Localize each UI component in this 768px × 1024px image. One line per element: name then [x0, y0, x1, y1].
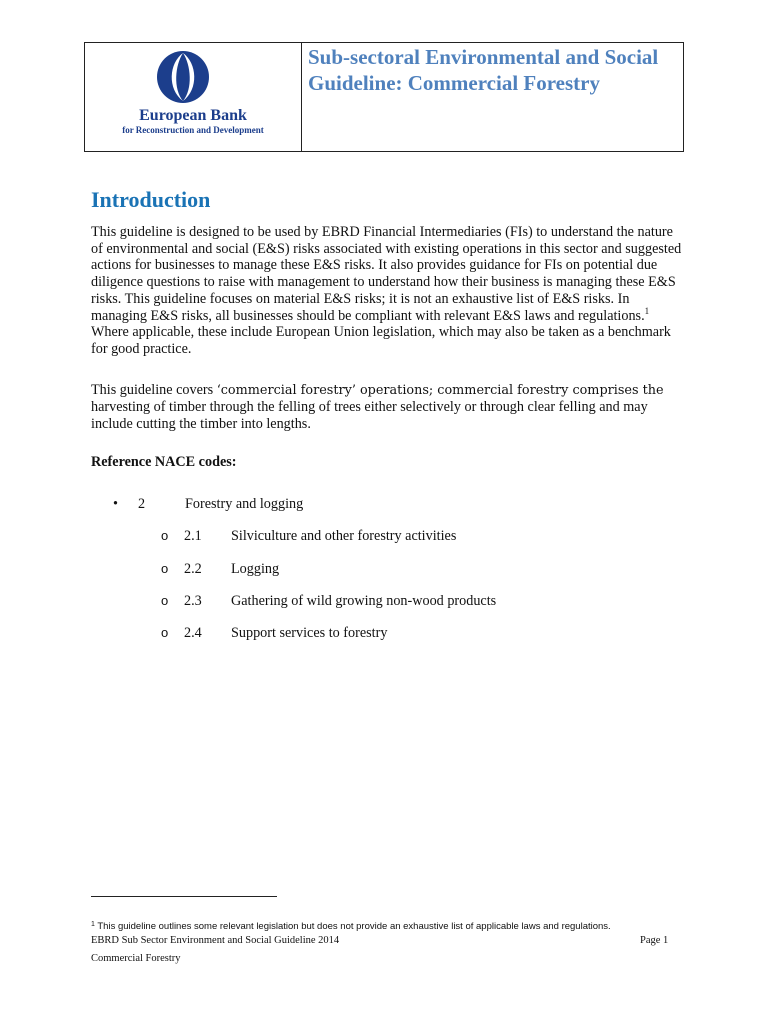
footnote-text: This guideline outlines some relevant legislation but does not provide an exhaustive list of applicable laws and regulations. — [94, 921, 611, 932]
logo-subtitle: for Reconstruction and Development — [122, 125, 264, 135]
document-title: Sub-sectoral Environmental and Social Guideline: Commercial Forestry — [308, 45, 659, 95]
introduction-heading: Introduction — [91, 187, 211, 212]
introduction-paragraph — [91, 224, 683, 358]
scope-rest: harvesting of timber through the felling of trees either selectively or through clear felling and may include cutting the timber into lengths. — [91, 399, 648, 433]
scope-lead: This guideline covers — [91, 381, 217, 398]
introduction-text-tail: Where applicable, these include European Union legislation, which may also be taken as a benchmark for good practice. — [91, 324, 671, 357]
bullet-icon: • — [113, 496, 118, 512]
ebrd-logo-icon — [153, 49, 213, 105]
title-cell — [302, 43, 683, 151]
circle-bullet-icon: o — [161, 528, 169, 543]
main-content — [91, 186, 683, 641]
circle-bullet-icon: o — [161, 561, 169, 576]
logo-name: European Bank — [139, 107, 247, 124]
nace-sub-item — [161, 625, 661, 643]
circle-bullet-icon: o — [161, 625, 169, 640]
nace-heading: Reference NACE codes: — [91, 453, 237, 470]
nace-main-label: Forestry and logging — [185, 496, 304, 512]
scope-highlight: ‘commercial forestry’ operations; commercial forestry comprises the — [216, 382, 664, 398]
nace-sub-label: Support services to forestry — [231, 625, 388, 641]
footer-subtitle: Commercial Forestry — [91, 953, 181, 964]
logo-cell — [85, 43, 302, 151]
footnote-number: 1 — [91, 921, 95, 928]
nace-sub-code: 2.4 — [184, 625, 202, 641]
nace-sub-code: 2.1 — [184, 528, 202, 544]
footnote-reference: 1 — [644, 305, 650, 316]
nace-sub-label: Gathering of wild growing non-wood products — [231, 593, 497, 609]
scope-paragraph — [91, 382, 683, 433]
header-table — [84, 42, 684, 152]
nace-sub-label: Silviculture and other forestry activities — [231, 528, 457, 544]
footnote — [91, 920, 611, 933]
footer-document-name: EBRD Sub Sector Environment and Social Guideline 2014 — [91, 935, 340, 946]
nace-main-code: 2 — [138, 496, 146, 512]
nace-sub-code: 2.3 — [184, 593, 202, 609]
footnote-divider — [91, 896, 277, 897]
nace-sub-item — [161, 528, 661, 546]
circle-bullet-icon: o — [161, 593, 169, 608]
nace-sub-label: Logging — [231, 561, 280, 577]
nace-sub-code: 2.2 — [184, 561, 202, 577]
nace-sub-item — [161, 561, 661, 579]
nace-sub-item — [161, 593, 661, 611]
footer-page-number: Page 1 — [640, 935, 669, 946]
introduction-text: This guideline is designed to be used by EBRD Financial Intermediaries (FIs) to understand the nature of environmental and social (E&S) risks associated with existing operations in this sector and suggested actions for businesses to manage these E&S risks. It also provides guidance for FIs on potential due diligence questions to raise with management to understand how their business is managing these E&S risks. This guideline focuses on material E&S risks; it is not an exhaustive list of E&S risks. In managing E&S risks, all businesses should be compliant with relevant E&S laws and regulations. — [91, 224, 682, 324]
